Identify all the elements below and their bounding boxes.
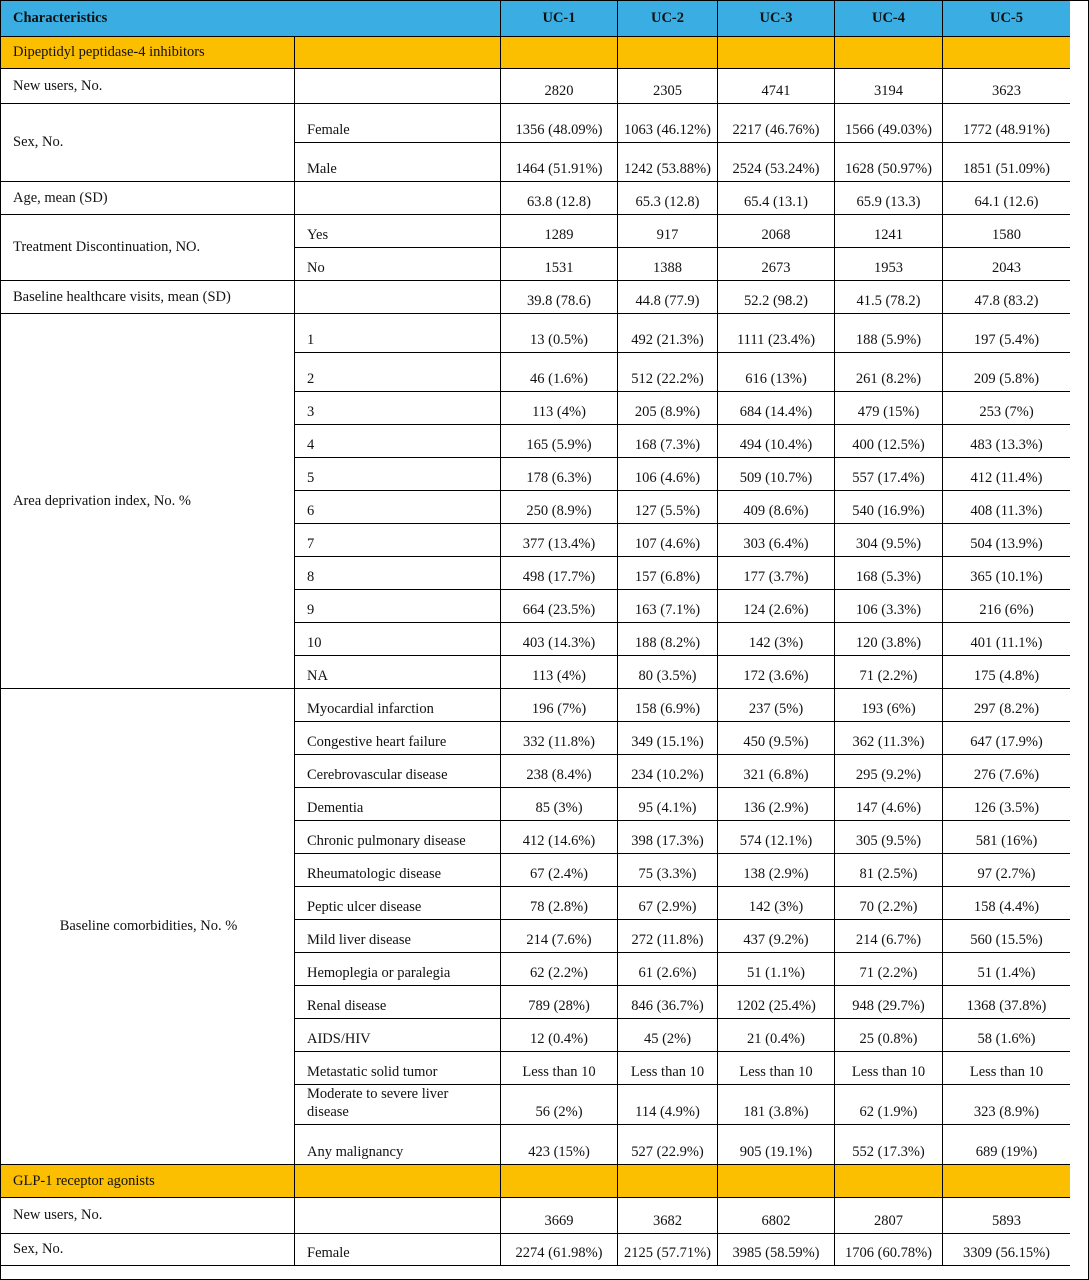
row-sublabel: Cerebrovascular disease [295, 755, 501, 788]
value-cell: 846 (36.7%) [618, 986, 718, 1019]
value-cell: 504 (13.9%) [943, 524, 1070, 557]
value-cell: 216 (6%) [943, 590, 1070, 623]
row-sublabel: No [295, 248, 501, 281]
value-cell: 512 (22.2%) [618, 353, 718, 392]
value-cell: 67 (2.4%) [501, 854, 618, 887]
value-cell: 12 (0.4%) [501, 1019, 618, 1052]
row-sublabel [295, 69, 501, 104]
row-label: Area deprivation index, No. % [1, 314, 295, 689]
value-cell: Less than 10 [618, 1052, 718, 1085]
value-cell: 272 (11.8%) [618, 920, 718, 953]
value-cell: 948 (29.7%) [835, 986, 943, 1019]
value-cell: Less than 10 [943, 1052, 1070, 1085]
value-cell: 409 (8.6%) [718, 491, 835, 524]
value-cell: 126 (3.5%) [943, 788, 1070, 821]
row-sublabel: AIDS/HIV [295, 1019, 501, 1052]
row-label: Sex, No. [1, 1234, 295, 1266]
section-fill [718, 37, 835, 69]
value-cell: 58 (1.6%) [943, 1019, 1070, 1052]
row-sublabel [295, 182, 501, 215]
value-cell: 905 (19.1%) [718, 1125, 835, 1165]
value-cell: 349 (15.1%) [618, 722, 718, 755]
value-cell: 97 (2.7%) [943, 854, 1070, 887]
value-cell: 1953 [835, 248, 943, 281]
section-fill [718, 1165, 835, 1198]
row-label: Age, mean (SD) [1, 182, 295, 215]
value-cell: 2125 (57.71%) [618, 1234, 718, 1266]
value-cell: 142 (3%) [718, 623, 835, 656]
value-cell: 2673 [718, 248, 835, 281]
section-fill [835, 1165, 943, 1198]
value-cell: 81 (2.5%) [835, 854, 943, 887]
row-sublabel: Myocardial infarction [295, 689, 501, 722]
value-cell: 377 (13.4%) [501, 524, 618, 557]
value-cell: 1628 (50.97%) [835, 143, 943, 182]
value-cell: 261 (8.2%) [835, 353, 943, 392]
value-cell: 412 (11.4%) [943, 458, 1070, 491]
value-cell: 124 (2.6%) [718, 590, 835, 623]
value-cell: 574 (12.1%) [718, 821, 835, 854]
value-cell: 3985 (58.59%) [718, 1234, 835, 1266]
row-sublabel: Renal disease [295, 986, 501, 1019]
value-cell: 61 (2.6%) [618, 953, 718, 986]
value-cell: 1851 (51.09%) [943, 143, 1070, 182]
section-fill [618, 37, 718, 69]
value-cell: 323 (8.9%) [943, 1085, 1070, 1125]
header-col-uc-1: UC-1 [501, 1, 618, 37]
value-cell: 1063 (46.12%) [618, 104, 718, 143]
row-sublabel: 5 [295, 458, 501, 491]
row-sublabel [295, 281, 501, 314]
row-sublabel: Moderate to severe liver disease [295, 1085, 501, 1125]
row-sublabel: Female [295, 1234, 501, 1266]
value-cell: 2305 [618, 69, 718, 104]
row-sublabel: Congestive heart failure [295, 722, 501, 755]
value-cell: 75 (3.3%) [618, 854, 718, 887]
section-fill [618, 1165, 718, 1198]
row-sublabel: 7 [295, 524, 501, 557]
value-cell: 1368 (37.8%) [943, 986, 1070, 1019]
value-cell: 250 (8.9%) [501, 491, 618, 524]
value-cell: 332 (11.8%) [501, 722, 618, 755]
value-cell: 3194 [835, 69, 943, 104]
value-cell: 178 (6.3%) [501, 458, 618, 491]
value-cell: 362 (11.3%) [835, 722, 943, 755]
value-cell: 1566 (49.03%) [835, 104, 943, 143]
row-sublabel: 2 [295, 353, 501, 392]
value-cell: 157 (6.8%) [618, 557, 718, 590]
row-sublabel: Rheumatologic disease [295, 854, 501, 887]
section-fill [295, 1165, 501, 1198]
value-cell: 44.8 (77.9) [618, 281, 718, 314]
value-cell: 401 (11.1%) [943, 623, 1070, 656]
section-fill [501, 37, 618, 69]
value-cell: 214 (7.6%) [501, 920, 618, 953]
value-cell: 647 (17.9%) [943, 722, 1070, 755]
value-cell: 304 (9.5%) [835, 524, 943, 557]
value-cell: 498 (17.7%) [501, 557, 618, 590]
row-sublabel: 4 [295, 425, 501, 458]
value-cell: Less than 10 [835, 1052, 943, 1085]
value-cell: 305 (9.5%) [835, 821, 943, 854]
value-cell: 1531 [501, 248, 618, 281]
value-cell: 789 (28%) [501, 986, 618, 1019]
value-cell: 114 (4.9%) [618, 1085, 718, 1125]
row-label: New users, No. [1, 69, 295, 104]
value-cell: 107 (4.6%) [618, 524, 718, 557]
value-cell: 276 (7.6%) [943, 755, 1070, 788]
value-cell: 214 (6.7%) [835, 920, 943, 953]
value-cell: 408 (11.3%) [943, 491, 1070, 524]
value-cell: 113 (4%) [501, 392, 618, 425]
row-sublabel: Metastatic solid tumor [295, 1052, 501, 1085]
value-cell: 67 (2.9%) [618, 887, 718, 920]
value-cell: 303 (6.4%) [718, 524, 835, 557]
row-sublabel: Hemoplegia or paralegia [295, 953, 501, 986]
value-cell: 423 (15%) [501, 1125, 618, 1165]
value-cell: 234 (10.2%) [618, 755, 718, 788]
value-cell: 51 (1.1%) [718, 953, 835, 986]
section-title: GLP-1 receptor agonists [1, 1165, 295, 1198]
value-cell: 2274 (61.98%) [501, 1234, 618, 1266]
value-cell: 1772 (48.91%) [943, 104, 1070, 143]
value-cell: 917 [618, 215, 718, 248]
row-label: Sex, No. [1, 104, 295, 182]
value-cell: 113 (4%) [501, 656, 618, 689]
value-cell: 1580 [943, 215, 1070, 248]
value-cell: 85 (3%) [501, 788, 618, 821]
value-cell: 13 (0.5%) [501, 314, 618, 353]
value-cell: 63.8 (12.8) [501, 182, 618, 215]
row-label: New users, No. [1, 1198, 295, 1234]
value-cell: 1356 (48.09%) [501, 104, 618, 143]
value-cell: 168 (7.3%) [618, 425, 718, 458]
value-cell: 4741 [718, 69, 835, 104]
value-cell: 71 (2.2%) [835, 656, 943, 689]
value-cell: 65.4 (13.1) [718, 182, 835, 215]
value-cell: 78 (2.8%) [501, 887, 618, 920]
value-cell: 56 (2%) [501, 1085, 618, 1125]
value-cell: 398 (17.3%) [618, 821, 718, 854]
value-cell: 437 (9.2%) [718, 920, 835, 953]
value-cell: 158 (4.4%) [943, 887, 1070, 920]
header-col-uc-3: UC-3 [718, 1, 835, 37]
value-cell: 581 (16%) [943, 821, 1070, 854]
row-sublabel: Mild liver disease [295, 920, 501, 953]
value-cell: 52.2 (98.2) [718, 281, 835, 314]
value-cell: 127 (5.5%) [618, 491, 718, 524]
value-cell: 168 (5.3%) [835, 557, 943, 590]
value-cell: 321 (6.8%) [718, 755, 835, 788]
value-cell: 46 (1.6%) [501, 353, 618, 392]
value-cell: 540 (16.9%) [835, 491, 943, 524]
row-sublabel [295, 1198, 501, 1234]
header-characteristics: Characteristics [1, 1, 501, 37]
value-cell: 412 (14.6%) [501, 821, 618, 854]
value-cell: 400 (12.5%) [835, 425, 943, 458]
value-cell: 560 (15.5%) [943, 920, 1070, 953]
value-cell: 197 (5.4%) [943, 314, 1070, 353]
row-sublabel: 3 [295, 392, 501, 425]
value-cell: 21 (0.4%) [718, 1019, 835, 1052]
row-sublabel: NA [295, 656, 501, 689]
value-cell: 253 (7%) [943, 392, 1070, 425]
value-cell: 70 (2.2%) [835, 887, 943, 920]
value-cell: 51 (1.4%) [943, 953, 1070, 986]
value-cell: 163 (7.1%) [618, 590, 718, 623]
value-cell: 65.9 (13.3) [835, 182, 943, 215]
value-cell: 492 (21.3%) [618, 314, 718, 353]
value-cell: 297 (8.2%) [943, 689, 1070, 722]
section-fill [943, 37, 1070, 69]
value-cell: 106 (4.6%) [618, 458, 718, 491]
value-cell: 120 (3.8%) [835, 623, 943, 656]
value-cell: 509 (10.7%) [718, 458, 835, 491]
value-cell: 177 (3.7%) [718, 557, 835, 590]
value-cell: 39.8 (78.6) [501, 281, 618, 314]
section-title: Dipeptidyl peptidase-4 inhibitors [1, 37, 295, 69]
row-label: Baseline healthcare visits, mean (SD) [1, 281, 295, 314]
value-cell: 80 (3.5%) [618, 656, 718, 689]
row-label: Treatment Discontinuation, NO. [1, 215, 295, 281]
row-sublabel: Yes [295, 215, 501, 248]
value-cell: Less than 10 [501, 1052, 618, 1085]
header-col-uc-4: UC-4 [835, 1, 943, 37]
value-cell: 450 (9.5%) [718, 722, 835, 755]
value-cell: Less than 10 [718, 1052, 835, 1085]
row-label: Baseline comorbidities, No. % [1, 689, 295, 1165]
value-cell: 2217 (46.76%) [718, 104, 835, 143]
value-cell: 2043 [943, 248, 1070, 281]
value-cell: 172 (3.6%) [718, 656, 835, 689]
value-cell: 664 (23.5%) [501, 590, 618, 623]
value-cell: 6802 [718, 1198, 835, 1234]
row-sublabel: 6 [295, 491, 501, 524]
value-cell: 684 (14.4%) [718, 392, 835, 425]
value-cell: 205 (8.9%) [618, 392, 718, 425]
value-cell: 158 (6.9%) [618, 689, 718, 722]
header-col-uc-2: UC-2 [618, 1, 718, 37]
value-cell: 552 (17.3%) [835, 1125, 943, 1165]
value-cell: 64.1 (12.6) [943, 182, 1070, 215]
value-cell: 71 (2.2%) [835, 953, 943, 986]
value-cell: 5893 [943, 1198, 1070, 1234]
value-cell: 136 (2.9%) [718, 788, 835, 821]
value-cell: 295 (9.2%) [835, 755, 943, 788]
value-cell: 3682 [618, 1198, 718, 1234]
value-cell: 1242 (53.88%) [618, 143, 718, 182]
value-cell: 47.8 (83.2) [943, 281, 1070, 314]
value-cell: 196 (7%) [501, 689, 618, 722]
row-sublabel: Female [295, 104, 501, 143]
value-cell: 1202 (25.4%) [718, 986, 835, 1019]
value-cell: 1464 (51.91%) [501, 143, 618, 182]
row-sublabel: Peptic ulcer disease [295, 887, 501, 920]
value-cell: 479 (15%) [835, 392, 943, 425]
section-fill [295, 37, 501, 69]
value-cell: 238 (8.4%) [501, 755, 618, 788]
value-cell: 142 (3%) [718, 887, 835, 920]
value-cell: 188 (5.9%) [835, 314, 943, 353]
value-cell: 1111 (23.4%) [718, 314, 835, 353]
value-cell: 193 (6%) [835, 689, 943, 722]
value-cell: 209 (5.8%) [943, 353, 1070, 392]
section-fill [943, 1165, 1070, 1198]
value-cell: 2807 [835, 1198, 943, 1234]
value-cell: 45 (2%) [618, 1019, 718, 1052]
row-sublabel: Male [295, 143, 501, 182]
row-sublabel: Dementia [295, 788, 501, 821]
value-cell: 3309 (56.15%) [943, 1234, 1070, 1266]
value-cell: 1706 (60.78%) [835, 1234, 943, 1266]
value-cell: 41.5 (78.2) [835, 281, 943, 314]
row-sublabel: 8 [295, 557, 501, 590]
value-cell: 65.3 (12.8) [618, 182, 718, 215]
value-cell: 483 (13.3%) [943, 425, 1070, 458]
value-cell: 147 (4.6%) [835, 788, 943, 821]
row-sublabel: Any malignancy [295, 1125, 501, 1165]
value-cell: 365 (10.1%) [943, 557, 1070, 590]
value-cell: 1289 [501, 215, 618, 248]
value-cell: 188 (8.2%) [618, 623, 718, 656]
value-cell: 62 (2.2%) [501, 953, 618, 986]
header-col-uc-5: UC-5 [943, 1, 1070, 37]
value-cell: 494 (10.4%) [718, 425, 835, 458]
value-cell: 62 (1.9%) [835, 1085, 943, 1125]
value-cell: 2820 [501, 69, 618, 104]
value-cell: 165 (5.9%) [501, 425, 618, 458]
value-cell: 527 (22.9%) [618, 1125, 718, 1165]
row-sublabel: Chronic pulmonary disease [295, 821, 501, 854]
value-cell: 106 (3.3%) [835, 590, 943, 623]
value-cell: 616 (13%) [718, 353, 835, 392]
value-cell: 181 (3.8%) [718, 1085, 835, 1125]
section-fill [501, 1165, 618, 1198]
value-cell: 237 (5%) [718, 689, 835, 722]
value-cell: 403 (14.3%) [501, 623, 618, 656]
value-cell: 689 (19%) [943, 1125, 1070, 1165]
row-sublabel: 10 [295, 623, 501, 656]
value-cell: 95 (4.1%) [618, 788, 718, 821]
value-cell: 2524 (53.24%) [718, 143, 835, 182]
row-sublabel: 9 [295, 590, 501, 623]
value-cell: 175 (4.8%) [943, 656, 1070, 689]
value-cell: 138 (2.9%) [718, 854, 835, 887]
row-sublabel: 1 [295, 314, 501, 353]
value-cell: 2068 [718, 215, 835, 248]
section-fill [835, 37, 943, 69]
value-cell: 3623 [943, 69, 1070, 104]
value-cell: 1388 [618, 248, 718, 281]
value-cell: 3669 [501, 1198, 618, 1234]
value-cell: 557 (17.4%) [835, 458, 943, 491]
value-cell: 25 (0.8%) [835, 1019, 943, 1052]
value-cell: 1241 [835, 215, 943, 248]
